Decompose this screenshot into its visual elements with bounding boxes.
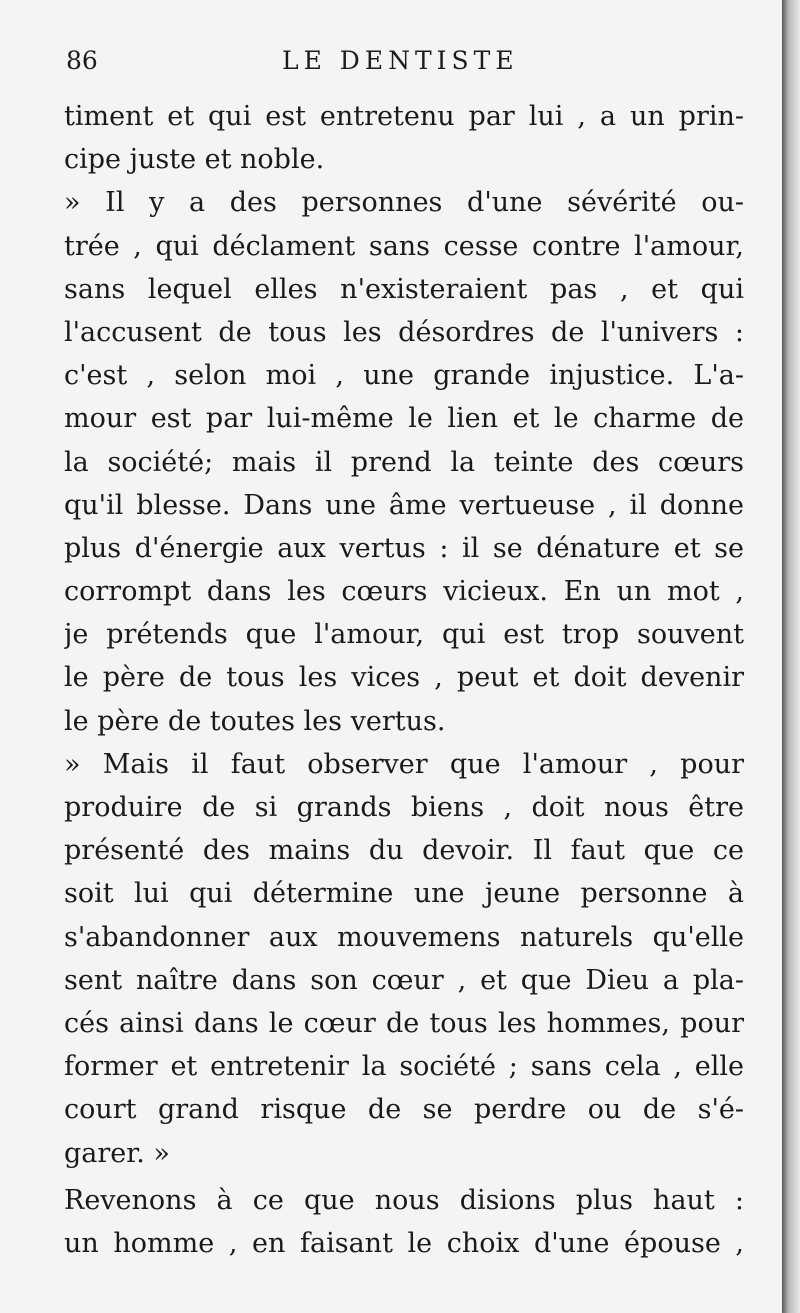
page-header	[66, 44, 742, 84]
text-line: s'abandonner aux mouvemens naturels qu'elle	[64, 921, 744, 953]
text-line: qu'il blesse. Dans une âme vertueuse , il donne	[64, 489, 744, 521]
running-title: LE DENTISTE	[282, 46, 519, 75]
text-line: cipe juste et noble.	[64, 144, 325, 176]
text-line: timent et qui est entretenu par lui , a un prin-	[64, 101, 744, 132]
text-line: présenté des mains du devoir. Il faut que ce	[64, 835, 744, 867]
text-line: un homme , en faisant le choix d'une épouse ,	[64, 1227, 744, 1259]
text-line: former et entretenir la société ; sans cela , elle	[64, 1051, 744, 1083]
text-line: l'accusent de tous les désordres de l'univers :	[64, 316, 744, 348]
text-line: plus d'énergie aux vertus : il se dénature et se	[64, 532, 744, 564]
text-line: Revenons à ce que nous disions plus haut :	[64, 1184, 744, 1216]
text-line: le père de toutes les vertus.	[64, 705, 446, 737]
text-line: soit lui qui détermine une jeune personne à	[64, 878, 744, 910]
text-line: je prétends que l'amour, qui est trop souvent	[64, 619, 744, 651]
text-line: garer. »	[64, 1137, 170, 1169]
text-line: trée , qui déclament sans cesse contre l'amour,	[64, 230, 744, 262]
text-line: » Mais il faut observer que l'amour , pour	[64, 748, 744, 780]
text-line: corrompt dans les cœurs vicieux. En un mot ,	[64, 576, 744, 608]
text-line: le père de tous les vices , peut et doit devenir	[64, 662, 744, 694]
page-edge-shadow	[782, 0, 800, 1313]
text-line: mour est par lui-même le lien et le charme de	[64, 403, 744, 435]
page-number: 86	[66, 46, 98, 75]
text-line: » Il y a des personnes d'une sévérité ou-	[64, 187, 744, 219]
body-text	[64, 95, 744, 1265]
text-line: court grand risque de se perdre ou de s'é-	[64, 1094, 744, 1126]
text-line: sent naître dans son cœur , et que Dieu a pla-	[64, 964, 744, 996]
text-line: c'est , selon moi , une grande injustice. L'a-	[64, 360, 744, 392]
text-line: sans lequel elles n'existeraient pas , et qui	[64, 273, 744, 305]
text-line: produire de si grands biens , doit nous être	[64, 792, 744, 823]
text-line: cés ainsi dans le cœur de tous les hommes, pour	[64, 1007, 744, 1039]
text-line: la société; mais il prend la teinte des cœurs	[64, 446, 744, 478]
